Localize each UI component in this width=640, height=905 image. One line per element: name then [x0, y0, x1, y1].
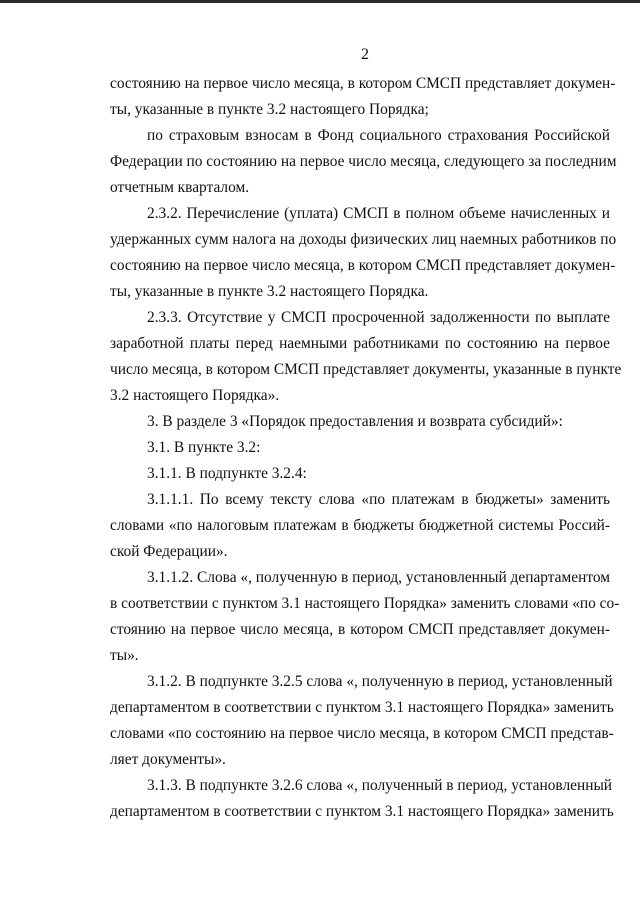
text-line: состоянию на первое число месяца, в котором СМСП представляет докумен- — [110, 257, 616, 274]
text-line: Федерации по состоянию на первое число месяца, следующего за последним — [110, 153, 617, 170]
text-line: 3.1.1.2. Слова «, полученную в период, установленный департаментом — [147, 569, 610, 586]
text-line: 3.1. В пункте 3.2: — [147, 439, 261, 456]
top-border-rule — [0, 0, 640, 3]
text-line: состоянию на первое число месяца, в котором СМСП представляет докумен- — [110, 75, 616, 92]
text-line: по страховым взносам в Фонд социального страхования Российской — [147, 127, 610, 144]
text-line: 2.3.2. Перечисление (уплата) СМСП в полном объеме начисленных и — [147, 205, 610, 222]
text-line: ляет документы». — [110, 751, 226, 768]
text-line: отчетным кварталом. — [110, 179, 250, 196]
text-line: департаментом в соответствии с пунктом 3.1 настоящего Порядка» заменить — [110, 699, 614, 716]
text-line: 3.2 настоящего Порядка». — [110, 387, 280, 404]
text-line: департаментом в соответствии с пунктом 3.1 настоящего Порядка» заменить — [110, 803, 614, 820]
text-line: стоянию на первое число месяца, в котором СМСП представляет докумен- — [110, 621, 610, 638]
text-line: число месяца, в котором СМСП представляет документы, указанные в пункте — [110, 361, 622, 378]
text-line: 3.1.3. В подпункте 3.2.6 слова «, полученный в период, установленный — [147, 777, 613, 794]
text-line: ты, указанные в пункте 3.2 настоящего Порядка; — [110, 101, 429, 118]
text-line: 3.1.1. В подпункте 3.2.4: — [147, 465, 307, 482]
text-line: ты». — [110, 647, 139, 664]
text-line: 3.1.2. В подпункте 3.2.5 слова «, полученную в период, установленный — [147, 673, 613, 690]
text-line: словами «по состоянию на первое число месяца, в котором СМСП представ- — [110, 725, 614, 742]
page-number: 2 — [361, 46, 369, 63]
text-line: ты, указанные в пункте 3.2 настоящего Порядка. — [110, 283, 429, 300]
text-line: словами «по налоговым платежам в бюджеты бюджетной системы Россий- — [110, 517, 610, 534]
text-line: 3.1.1.1. По всему тексту слова «по платежам в бюджеты» заменить — [147, 491, 610, 508]
text-line: удержанных сумм налога на доходы физических лиц наемных работников по — [110, 231, 617, 248]
text-line: 2.3.3. Отсутствие у СМСП просроченной задолженности по выплате — [147, 309, 610, 326]
text-line: заработной платы перед наемными работниками по состоянию на первое — [110, 335, 610, 352]
text-line: в соответствии с пунктом 3.1 настоящего Порядка» заменить словами «по со- — [110, 595, 620, 612]
text-line: ской Федерации». — [110, 543, 228, 560]
section-heading-line: 3. В разделе 3 «Порядок предоставления и возврата субсидий»: — [147, 413, 563, 430]
